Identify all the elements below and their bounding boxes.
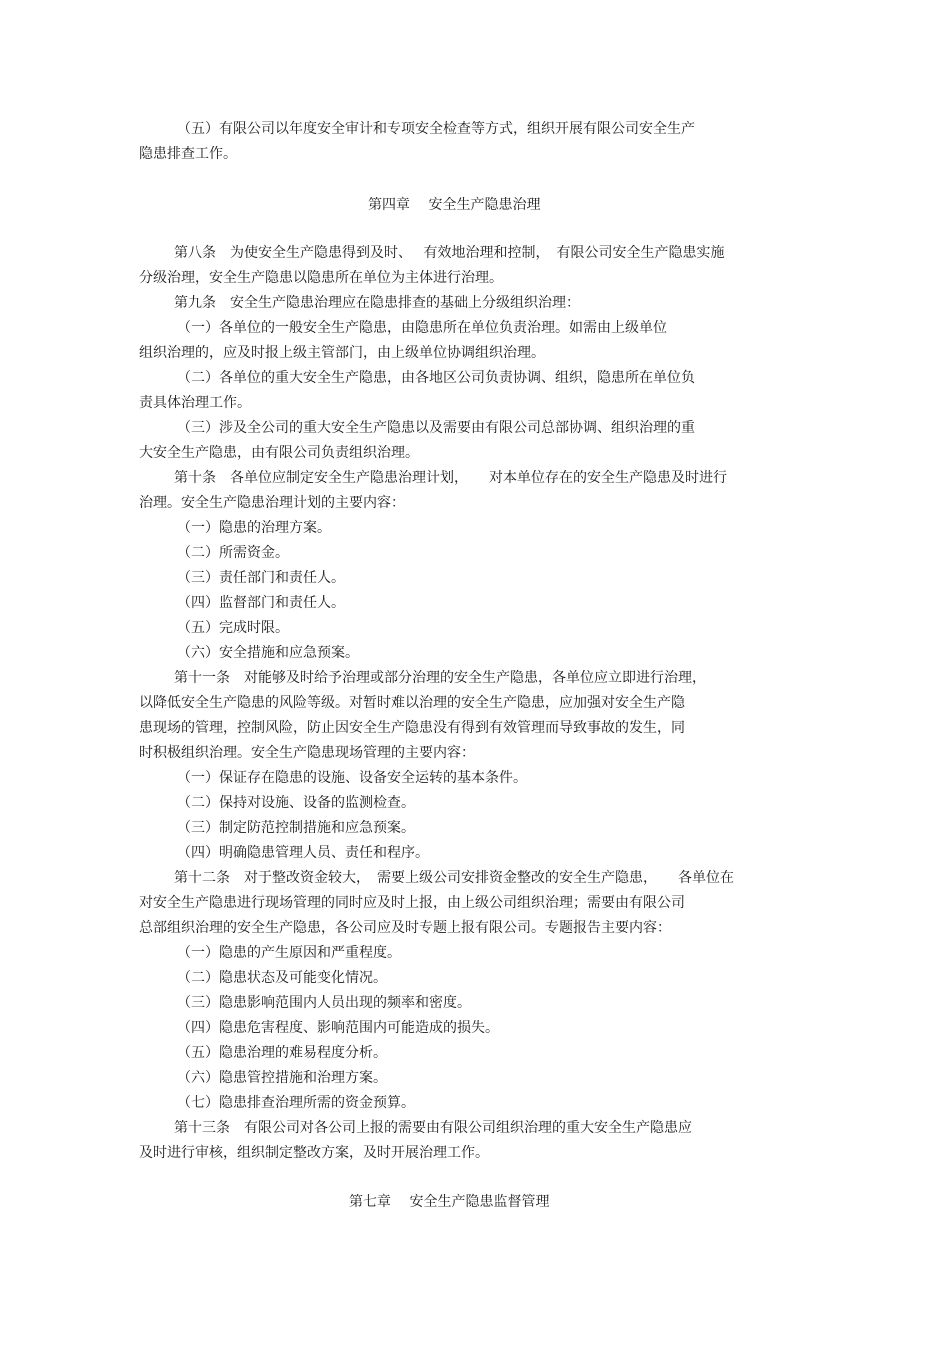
paragraph-line: 分级治理，安全生产隐患以隐患所在单位为主体进行治理。 bbox=[139, 270, 503, 286]
paragraph-line: 时积极组织治理。安全生产隐患现场管理的主要内容： bbox=[139, 745, 475, 761]
list-item: （二）隐患状态及可能变化情况。 bbox=[177, 970, 387, 986]
paragraph-line: 第八条 为使安全生产隐患得到及时、 有效地治理和控制， 有限公司安全生产隐患实施 bbox=[174, 245, 725, 261]
list-item: （六）安全措施和应急预案。 bbox=[177, 645, 359, 661]
list-item: （三）责任部门和责任人。 bbox=[177, 570, 345, 586]
paragraph-line: 以降低安全生产隐患的风险等级。对暂时难以治理的安全生产隐患，应加强对安全生产隐 bbox=[139, 695, 685, 711]
paragraph-line: （一）各单位的一般安全生产隐患，由隐患所在单位负责治理。如需由上级单位 bbox=[177, 320, 667, 336]
list-item: （六）隐患管控措施和治理方案。 bbox=[177, 1070, 387, 1086]
list-item: （五）完成时限。 bbox=[177, 620, 289, 636]
paragraph-line: 隐患排查工作。 bbox=[139, 146, 237, 162]
list-item: （三）隐患影响范围内人员出现的频率和密度。 bbox=[177, 995, 471, 1011]
paragraph-line: 大安全生产隐患，由有限公司负责组织治理。 bbox=[139, 445, 419, 461]
paragraph-line: 第十二条 对于整改资金较大， 需要上级公司安排资金整改的安全生产隐患， 各单位在 bbox=[174, 870, 734, 886]
paragraph-line: 第十三条 有限公司对各公司上报的需要由有限公司组织治理的重大安全生产隐患应 bbox=[174, 1120, 692, 1136]
list-item: （一）保证存在隐患的设施、设备安全运转的基本条件。 bbox=[177, 770, 527, 786]
chapter-heading: 第七章 安全生产隐患监督管理 bbox=[349, 1194, 550, 1210]
paragraph-line: 患现场的管理，控制风险，防止因安全生产隐患没有得到有效管理而导致事故的发生，同 bbox=[139, 720, 685, 736]
list-item: （二）所需资金。 bbox=[177, 545, 289, 561]
list-item: （七）隐患排查治理所需的资金预算。 bbox=[177, 1095, 415, 1111]
paragraph-line: 对安全生产隐患进行现场管理的同时应及时上报，由上级公司组织治理；需要由有限公司 bbox=[139, 895, 685, 911]
list-item: （四）监督部门和责任人。 bbox=[177, 595, 345, 611]
list-item: （二）保持对设施、设备的监测检查。 bbox=[177, 795, 415, 811]
list-item: （四）隐患危害程度、影响范围内可能造成的损失。 bbox=[177, 1020, 499, 1036]
paragraph-line: 第十条 各单位应制定安全生产隐患治理计划， 对本单位存在的安全生产隐患及时进行 bbox=[174, 470, 727, 486]
list-item: （四）明确隐患管理人员、责任和程序。 bbox=[177, 845, 429, 861]
paragraph-line: 总部组织治理的安全生产隐患，各公司应及时专题上报有限公司。专题报告主要内容： bbox=[139, 920, 671, 936]
paragraph-line: 第十一条 对能够及时给予治理或部分治理的安全生产隐患，各单位应立即进行治理， bbox=[174, 670, 706, 686]
paragraph-line: 及时进行审核，组织制定整改方案，及时开展治理工作。 bbox=[139, 1145, 489, 1161]
list-item: （五）隐患治理的难易程度分析。 bbox=[177, 1045, 387, 1061]
paragraph-line: 责具体治理工作。 bbox=[139, 395, 251, 411]
chapter-heading: 第四章 安全生产隐患治理 bbox=[368, 197, 541, 213]
list-item: （一）隐患的产生原因和严重程度。 bbox=[177, 945, 401, 961]
paragraph-line: 第九条 安全生产隐患治理应在隐患排查的基础上分级组织治理： bbox=[174, 295, 580, 311]
paragraph-line: 治理。安全生产隐患治理计划的主要内容： bbox=[139, 495, 405, 511]
paragraph-line: 组织治理的，应及时报上级主管部门，由上级单位协调组织治理。 bbox=[139, 345, 545, 361]
paragraph-line: （五）有限公司以年度安全审计和专项安全检查等方式，组织开展有限公司安全生产 bbox=[177, 121, 695, 137]
list-item: （三）制定防范控制措施和应急预案。 bbox=[177, 820, 415, 836]
list-item: （一）隐患的治理方案。 bbox=[177, 520, 331, 536]
paragraph-line: （三）涉及全公司的重大安全生产隐患以及需要由有限公司总部协调、组织治理的重 bbox=[177, 420, 695, 436]
paragraph-line: （二）各单位的重大安全生产隐患，由各地区公司负责协调、组织，隐患所在单位负 bbox=[177, 370, 695, 386]
